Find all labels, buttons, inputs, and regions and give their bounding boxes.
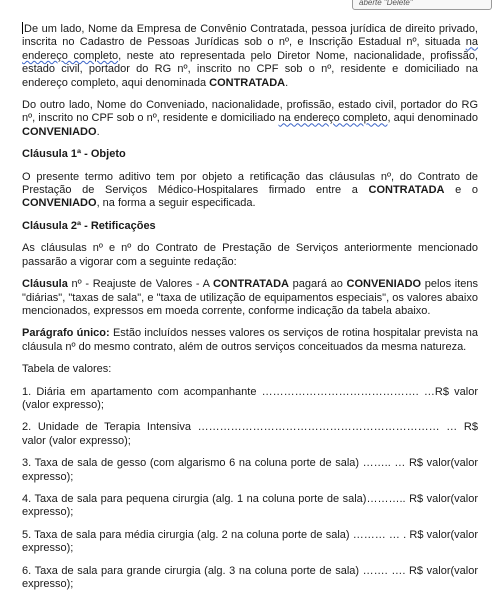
p1-bold: CONTRATADA — [209, 76, 286, 89]
p2-text-b: , aqui denominado — [387, 112, 479, 125]
document-page — [22, 22, 478, 600]
p1-underlined: na endereço completo — [22, 36, 478, 62]
p1-text-a: De um lado, Nome da Empresa de Convênio Contratada, pessoa jurídica de direito privado, inscrita no Cadastro de Pessoas Jurídicas sob o nº, e Inscrição Estadual nº, situada — [22, 23, 478, 49]
tabela-item: 4. Taxa de sala para pequena cirurgia (alg. 1 na coluna porte de sala)……….. R$ valor(valor expresso); — [22, 492, 478, 519]
tabela-list — [22, 386, 478, 592]
reajuste-bold: Cláusula — [22, 278, 68, 291]
paragrafo-unico — [22, 327, 478, 354]
clausula2-intro: As cláusulas nº e nº do Contrato de Prestação de Serviços anteriormente mencionado passarão a vigorar com a seguinte redação: — [22, 242, 478, 268]
paragraph-contratada — [22, 22, 478, 90]
comment-balloon[interactable]: aberte "Delete" — [352, 0, 492, 10]
clausula2-title: Cláusula 2ª - Retificações — [22, 219, 156, 232]
text-cursor — [22, 22, 23, 34]
c1-bold2: CONVENIADO — [22, 197, 97, 210]
p1-text-c: . — [285, 76, 289, 89]
reajuste-text-b: pagará ao — [289, 278, 347, 291]
tabela-item: 3. Taxa de sala de gesso (com algarismo 6 na coluna porte de sala) …….. … R$ valor(valor expresso); — [22, 457, 478, 483]
paragraph-conveniado — [22, 99, 478, 139]
tabela-item: 5. Taxa de sala para média cirurgia (alg. 2 na coluna porte de sala) ……… … . R$ valor(valor expresso); — [22, 528, 478, 555]
reajuste-text-a: nº - Reajuste de Valores - A — [67, 278, 214, 291]
c1-bold1: CONTRATADA — [368, 184, 445, 197]
tabela-title: Tabela de valores: — [22, 363, 112, 376]
paragrafo-unico-text: Estão incluídos nesses valores os serviços de rotina hospitalar prevista na cláusula nº do mesmo contrato, além de outros serviços conceituados da mesma natureza. — [22, 327, 478, 353]
reajuste-bold2: CONTRATADA — [213, 278, 289, 291]
clausula-reajuste — [22, 278, 478, 318]
p2-text-c: . — [96, 125, 100, 138]
p2-underlined: na endereço completo — [278, 112, 388, 125]
clausula1-title: Cláusula 1ª - Objeto — [22, 148, 126, 161]
p2-text-a: Do outro lado, Nome do Conveniado, nacionalidade, profissão, estado civil, portador do RG nº, inscrito no CPF sob o nº, residente e domiciliado — [22, 99, 478, 125]
tabela-item: 1. Diária em apartamento com acompanhante ……………………………………. …R$ valor (valor expresso); — [22, 385, 478, 411]
c1-text-c: , na forma a seguir especificada. — [96, 197, 256, 210]
tabela-item: 6. Taxa de sala para grande cirurgia (alg. 3 na coluna porte de sala) ……. …. R$ valor(valor expresso); — [22, 564, 478, 590]
clausula1-text — [22, 171, 478, 211]
c1-text-b: e o — [444, 184, 478, 197]
c1-text-a: O presente termo aditivo tem por objeto a retificação das cláusulas nº, do Contrato de Prestação de Serviços Médico-Hospitalares firmado entre a — [22, 170, 478, 197]
tabela-item: 2. Unidade de Terapia Intensiva ………………………………………………………… … R$ valor (valor expresso); — [22, 421, 478, 447]
paragrafo-unico-bold: Parágrafo único: — [22, 327, 110, 340]
reajuste-bold3: CONVENIADO — [346, 278, 422, 291]
p1-text-b: , neste ato representada pelo Diretor Nome, nacionalidade, profissão, estado civil, portador do RG nº, inscrito no CPF sob o nº, residente e domiciliado na endereço completo, aqui denominada — [22, 49, 478, 89]
p2-bold: CONVENIADO — [22, 125, 97, 138]
reajuste-text-c: pelos itens "diárias", "taxas de sala", e "taxa de utilização de equipamentos especiais", os valores abaixo mencionados, expressos em moeda corrente, conforme indicação da tabela abaixo. — [22, 278, 478, 317]
